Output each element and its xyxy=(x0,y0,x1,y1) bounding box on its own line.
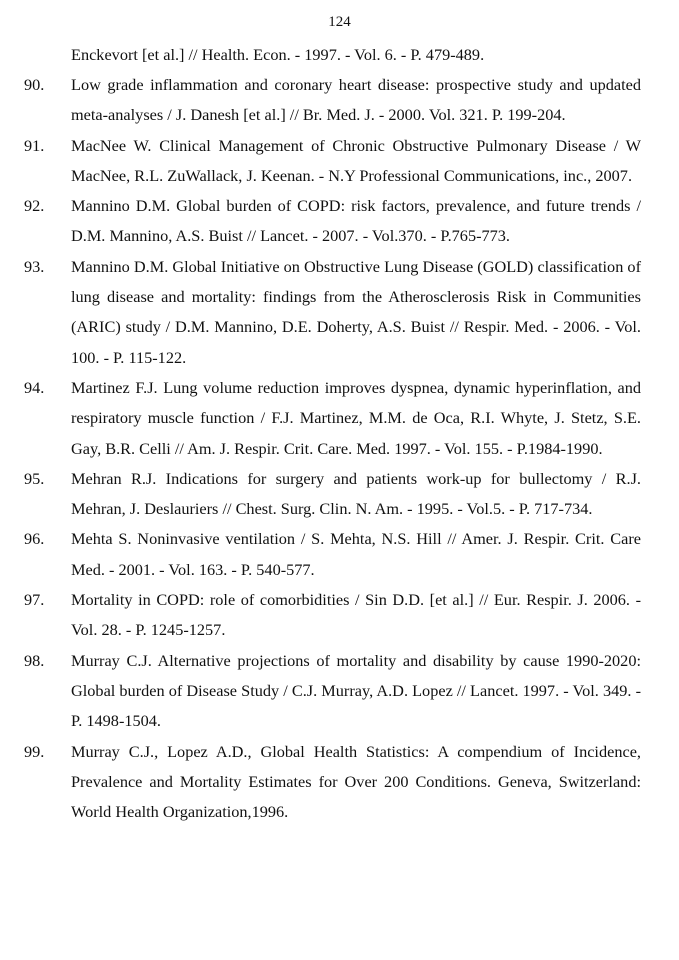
reference-number: 93. xyxy=(24,256,45,276)
reference-text: Murray C.J., Lopez A.D., Global Health Statistics: A compendium of Incidence, Prevalence and Mortality Estimates for Over 200 Conditions. Geneva, Switzerland: World Health Organization,1996. xyxy=(71,741,641,822)
reference-item-98 xyxy=(0,646,641,737)
reference-item-92 xyxy=(0,191,641,252)
reference-item-97 xyxy=(0,585,641,646)
reference-continuation: Enckevort [et al.] // Health. Econ. - 1997. - Vol. 6. - P. 479-489. xyxy=(71,45,485,64)
reference-text: Martinez F.J. Lung volume reduction improves dyspnea, dynamic hyperinflation, and respiratory muscle function / F.J. Martinez, M.M. de Oca, R.I. Whyte, J. Stetz, S.E. Gay, B.R. Celli // Am. J. Respir. Crit. Care. Med. 1997. - Vol. 155. - P.1984-1990. xyxy=(71,377,641,458)
reference-text: MacNee W. Clinical Management of Chronic Obstructive Pulmonary Disease / W MacNee, R.L. ZuWallack, J. Keenan. - N.Y Professional Communications, inc., 2007. xyxy=(71,135,641,185)
reference-text: Mannino D.M. Global burden of COPD: risk factors, prevalence, and future trends / D.M. Mannino, A.S. Buist // Lancet. - 2007. - Vol.370. - P.765-773. xyxy=(71,196,641,246)
reference-item-90 xyxy=(0,70,641,131)
reference-number: 91. xyxy=(24,135,45,155)
reference-number: 95. xyxy=(24,468,45,488)
reference-text: Mannino D.M. Global Initiative on Obstructive Lung Disease (GOLD) classification of lung disease and mortality: findings from the Atherosclerosis Risk in Communities (ARIC) study / D.M. Mannino, D.E. Doherty, A.S. Buist // Respir. Med. - 2006. - Vol. 100. - P. 115-122. xyxy=(71,256,641,367)
reference-text: Mehran R.J. Indications for surgery and patients work-up for bullectomy / R.J. Mehran, J. Deslauriers // Chest. Surg. Clin. N. Am. - 1995. - Vol.5. - P. 717-734. xyxy=(71,468,641,519)
page-number: 124 xyxy=(328,14,351,30)
reference-item-91 xyxy=(0,131,641,192)
reference-item-93 xyxy=(0,252,641,373)
reference-text: Murray C.J. Alternative projections of mortality and disability by cause 1990-2020: Global burden of Disease Study / C.J. Murray, A.D. Lopez // Lancet. 1997. - Vol. 349. - P. 1498-1504. xyxy=(71,650,641,731)
reference-text: Mortality in COPD: role of comorbidities / Sin D.D. [et al.] // Eur. Respir. J. 2006. - Vol. 28. - P. 1245-1257. xyxy=(71,590,641,640)
reference-number: 92. xyxy=(24,196,45,216)
reference-item-96 xyxy=(0,524,641,585)
reference-text: Low grade inflammation and coronary heart disease: prospective study and updated meta-analyses / J. Danesh [et al.] // Br. Med. J. - 2000. Vol. 321. P. 199-204. xyxy=(71,75,641,125)
reference-number: 96. xyxy=(24,529,45,549)
reference-text: Mehta S. Noninvasive ventilation / S. Mehta, N.S. Hill // Amer. J. Respir. Crit. Care Med. - 2001. - Vol. 163. - P. 540-577. xyxy=(71,529,641,579)
reference-number: 97. xyxy=(24,590,45,610)
reference-item-94 xyxy=(0,373,641,464)
reference-number: 90. xyxy=(24,75,45,94)
reference-list xyxy=(0,70,679,827)
reference-number: 98. xyxy=(24,650,45,670)
reference-number: 94. xyxy=(24,377,45,397)
reference-item-95 xyxy=(0,464,641,525)
reference-item-99 xyxy=(0,737,641,828)
reference-number: 99. xyxy=(24,741,45,761)
